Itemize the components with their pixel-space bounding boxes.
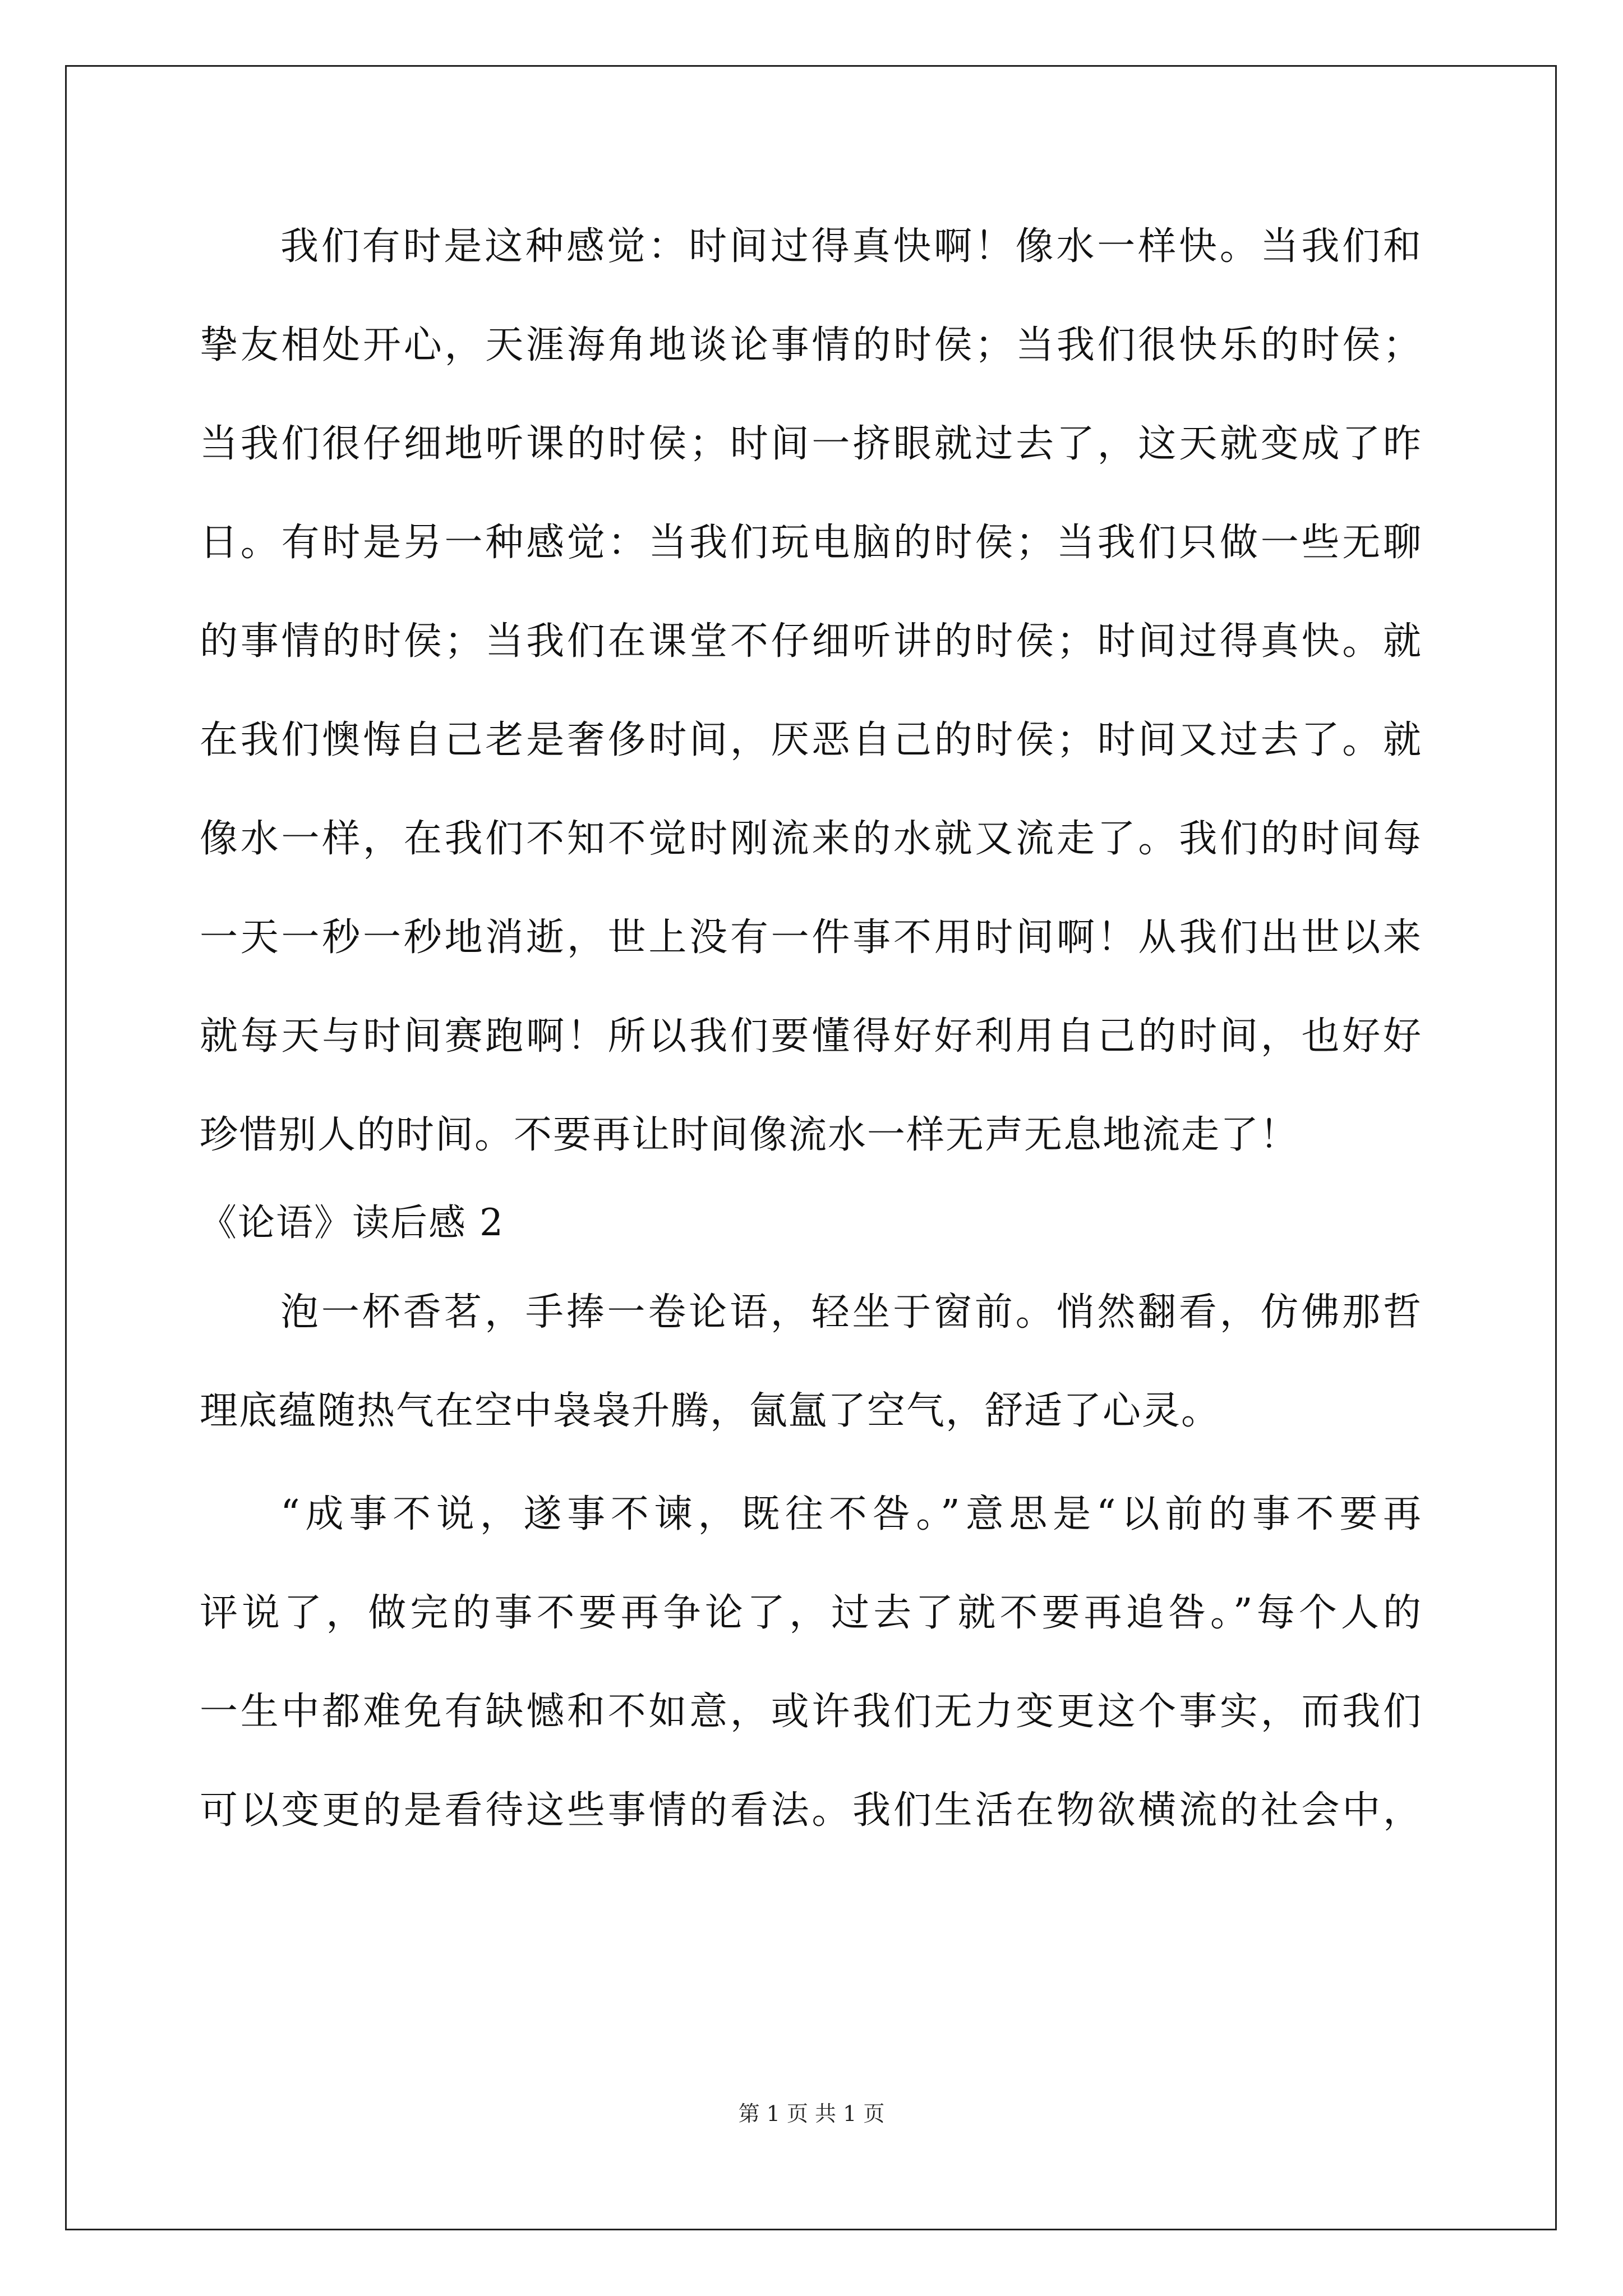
paragraph-line: 日。有时是另一种感觉：当我们玩电脑的时侯；当我们只做一些无聊 bbox=[200, 521, 1422, 565]
paragraph-line: 像水一样，在我们不知不觉时刚流来的水就又流走了。我们的时间每 bbox=[200, 817, 1422, 861]
paragraph-line: 珍惜别人的时间。不要再让时间像流水一样无声无息地流走了！ bbox=[200, 1113, 1299, 1157]
page-number: 第 1 页 共 1 页 bbox=[738, 2101, 885, 2126]
section-heading: 《论语》读后感 2 bbox=[200, 1201, 504, 1244]
paragraph-line: 泡一杯香茗，手捧一卷论语，轻坐于窗前。悄然翻看，仿佛那哲 bbox=[280, 1290, 1422, 1335]
paragraph-line: 在我们懊悔自己老是奢侈时间，厌恶自己的时侯；时间又过去了。就 bbox=[200, 718, 1422, 762]
paragraph-line: 可以变更的是看待这些事情的看法。我们生活在物欲横流的社会中， bbox=[200, 1788, 1422, 1833]
paragraph-line: “成事不说，遂事不谏，既往不咎。”意思是“以前的事不要再 bbox=[280, 1492, 1422, 1536]
paragraph-line: 挚友相处开心，天涯海角地谈论事情的时侯；当我们很快乐的时侯； bbox=[200, 323, 1422, 367]
paragraph-line: 的事情的时侯；当我们在课堂不仔细听讲的时侯；时间过得真快。就 bbox=[200, 619, 1422, 664]
paragraph-line: 一天一秒一秒地消逝，世上没有一件事不用时间啊！从我们出世以来 bbox=[200, 915, 1422, 960]
paragraph-line: 我们有时是这种感觉：时间过得真快啊！像水一样快。当我们和 bbox=[280, 224, 1422, 269]
paragraph-line: 就每天与时间赛跑啊！所以我们要懂得好好利用自己的时间，也好好 bbox=[200, 1014, 1422, 1059]
paragraph-line: 理底蕴随热气在空中袅袅升腾，氤氲了空气，舒适了心灵。 bbox=[200, 1389, 1221, 1433]
paragraph-line: 一生中都难免有缺憾和不如意，或许我们无力变更这个事实，而我们 bbox=[200, 1690, 1422, 1734]
paragraph-line: 当我们很仔细地听课的时侯；时间一挤眼就过去了，这天就变成了昨 bbox=[200, 422, 1422, 466]
paragraph-line: 评说了，做完的事不要再争论了，过去了就不要再追咎。”每个人的 bbox=[200, 1591, 1422, 1635]
